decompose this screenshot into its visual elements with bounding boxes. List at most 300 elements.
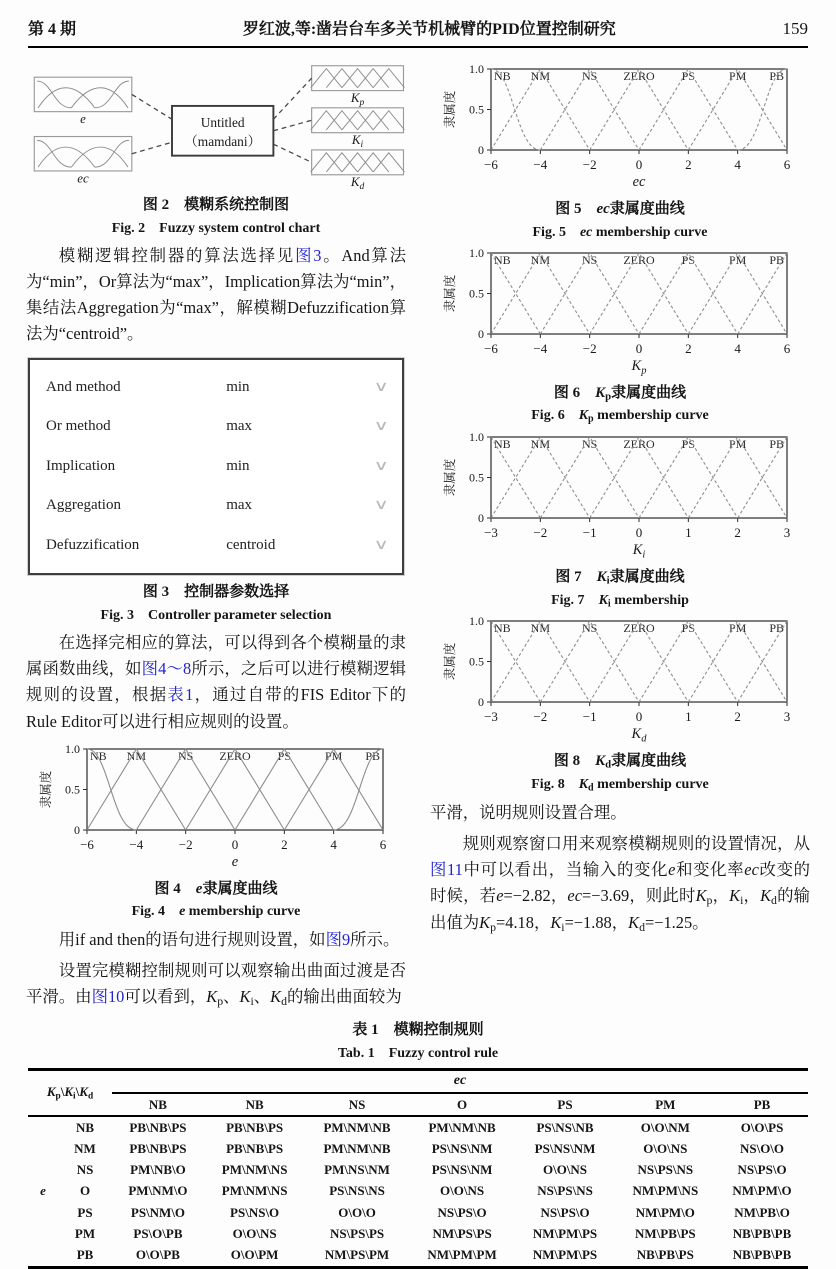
x-tick-label: 4 — [330, 836, 337, 852]
mf-label-nb: NB — [90, 748, 107, 763]
mini-triangle — [342, 111, 373, 130]
mini-triangle — [311, 111, 342, 130]
rule-cell: NM\PM\NS — [632, 1183, 699, 1199]
ec-column-header: PM — [615, 1093, 716, 1116]
x-tick-label: −3 — [484, 525, 498, 541]
figure-link[interactable]: 图11 — [430, 860, 463, 880]
table-row — [28, 1202, 808, 1223]
text-segment: K — [239, 987, 251, 1007]
page-header — [28, 0, 808, 48]
y-tick-label: 1.0 — [469, 614, 484, 629]
rule-cell: PB\NB\PS — [129, 1141, 187, 1157]
text-segment: 模糊逻辑控制器的算法选择见 — [58, 245, 296, 265]
fig5-svg — [441, 60, 799, 196]
text-segment: 和变化率 — [675, 860, 745, 880]
mini-triangle — [373, 111, 404, 130]
rule-cell: NM\PS\PM — [324, 1246, 390, 1262]
x-tick-label: 2 — [734, 525, 741, 541]
rule-cell: NS\PS\NS — [537, 1183, 593, 1199]
text-segment: K — [64, 1084, 74, 1100]
text-segment: p — [605, 390, 612, 403]
mf-label-pm: PM — [728, 252, 747, 267]
mf-label-pm: PM — [324, 748, 343, 763]
table-row — [28, 1223, 808, 1244]
text-segment: K — [578, 777, 589, 793]
x-tick-label: −2 — [178, 836, 193, 852]
text-segment: 的输出值为 — [430, 886, 811, 933]
ec-column-header: PS — [515, 1093, 614, 1116]
x-tick-label: −6 — [484, 157, 498, 172]
rule-cell: PB\NB\PS — [226, 1119, 284, 1135]
text-segment: =−3.69，则此时 — [581, 886, 696, 906]
text-segment: K — [270, 987, 282, 1007]
text-segment: Fig. 3 Controller parameter selection — [100, 607, 332, 623]
y-axis-label: 隶属度 — [39, 770, 53, 809]
text-segment: K — [206, 987, 218, 1007]
text-segment: Fig. 4 — [131, 904, 180, 920]
input-label: e — [80, 111, 86, 127]
fig8-svg — [441, 612, 799, 748]
text-segment: membership curve — [185, 904, 301, 920]
mini-triangle — [326, 69, 357, 88]
mf-label-pb: PB — [769, 437, 784, 452]
mf-label-ps: PS — [681, 69, 696, 83]
mini-triangle — [373, 69, 404, 88]
table1-title-en: Tab. 1 Fuzzy control rule — [337, 1045, 499, 1061]
text-segment: ec — [567, 886, 582, 906]
text-segment: ， — [743, 886, 761, 906]
text-segment: =4.18， — [496, 913, 551, 933]
x-axis-label: $K_i$ — [632, 542, 646, 561]
text-segment: i — [73, 1091, 76, 1102]
rule-cell: PS\NS\NB — [536, 1119, 594, 1135]
text-segment: i — [250, 994, 254, 1008]
text-segment: 平滑，说明规则设置合理。 — [430, 802, 627, 822]
connector-line — [273, 120, 311, 131]
parameter-value[interactable]: max — [226, 497, 253, 514]
mf-label-ns: NS — [581, 437, 598, 452]
parameter-row — [46, 368, 389, 408]
mini-bell-curve — [38, 147, 95, 167]
parameter-value[interactable]: centroid — [226, 536, 276, 553]
text-segment: 隶属度曲线 — [611, 384, 687, 401]
mf-label-nm: NM — [530, 437, 551, 452]
fig8-caption-zh — [430, 752, 810, 772]
text-segment: e — [668, 860, 676, 880]
mf-label-pb: PB — [769, 69, 784, 83]
fig8-caption-en — [430, 776, 810, 795]
text-segment: K — [628, 913, 640, 933]
fig5-caption-en — [430, 224, 810, 242]
parameter-label: Implication — [46, 457, 116, 474]
fig8-kd-membership-chart — [430, 612, 810, 748]
fig7-caption-zh — [430, 568, 810, 588]
mf-label-nm: NM — [530, 621, 551, 636]
text-segment: K — [729, 886, 741, 906]
rule-cell: NM\PB\PS — [634, 1225, 696, 1241]
mf-label-nb: NB — [494, 69, 511, 83]
mf-label-zero: ZERO — [623, 437, 655, 452]
text-segment: 中可以看出，当输入的变化 — [462, 860, 669, 880]
y-tick-label: 0.5 — [469, 655, 484, 670]
mf-label-nb: NB — [494, 252, 511, 267]
mf-label-zero: ZERO — [623, 252, 655, 267]
fig7-ki-membership-chart — [430, 428, 810, 564]
y-tick-label: 0.5 — [469, 102, 484, 117]
text-segment: ec — [579, 224, 593, 240]
fig6-caption-zh — [430, 384, 810, 404]
e-row-label: NM — [74, 1141, 96, 1157]
mini-triangle — [373, 153, 404, 172]
mamdani-title: Untitled — [200, 114, 245, 130]
mini-triangle — [326, 111, 357, 130]
paragraph-membership-setup — [26, 630, 406, 735]
text-segment: 的输出曲面较为 — [286, 987, 402, 1007]
text-segment: 、 — [253, 987, 271, 1007]
figure-link[interactable]: 图9 — [325, 929, 351, 949]
mf-label-pm: PM — [728, 621, 747, 636]
text-segment: 在选择完相应的算法，可以得到各个模糊量的隶属函数曲线，如 — [26, 632, 406, 679]
page-number: 159 — [782, 19, 808, 38]
mini-edge-curve — [95, 81, 129, 108]
parameter-value[interactable]: max — [226, 418, 253, 435]
fig7-caption-en — [430, 592, 810, 611]
y-tick-label: 1.0 — [469, 430, 484, 445]
rule-cell: NS\PS\O — [437, 1204, 487, 1220]
connector-line — [273, 78, 311, 119]
parameter-row — [46, 526, 389, 566]
x-tick-label: −6 — [80, 836, 94, 852]
text-segment: d — [87, 1091, 94, 1102]
e-row-label: NB — [75, 1119, 95, 1135]
y-tick-label: 0.5 — [469, 470, 484, 485]
rule-cell: O\O\PB — [135, 1246, 180, 1262]
fig3-caption-zh — [26, 583, 406, 603]
fig2-svg — [26, 60, 406, 192]
output-label: $K_d$ — [350, 174, 365, 192]
x-tick-label: 2 — [734, 709, 741, 725]
text-segment: 。And算法为“min”，Or算法为“max”，Implication算法为“min”，集结法Aggregation为“max”，解模糊Defuzzification算法为“centroid”。 — [26, 245, 406, 344]
parameter-label: And method — [46, 378, 121, 395]
figure-link[interactable]: 图10 — [91, 987, 125, 1007]
x-tick-label: −4 — [129, 836, 144, 852]
chevron-down-icon[interactable]: ∨ — [373, 458, 389, 474]
mf-label-pm: PM — [728, 69, 747, 83]
text-segment: 图 3 控制器参数选择 — [142, 584, 290, 601]
y-tick-label: 0 — [74, 823, 80, 838]
mini-edge-curve — [95, 140, 129, 167]
y-tick-label: 1.0 — [65, 742, 80, 757]
mf-label-ns: NS — [177, 748, 194, 763]
rule-cell: PB\NB\PS — [129, 1119, 187, 1135]
parameter-row — [46, 407, 389, 447]
mf-label-zero: ZERO — [219, 748, 251, 763]
text-segment: 用if and then的语句进行规则设置，如 — [58, 929, 326, 949]
figure-link[interactable]: 图4～8 — [141, 659, 192, 679]
text-segment: ，通过自带的FIS Editor下的Rule Editor可以进行相应规则的设置。 — [26, 685, 406, 731]
y-tick-label: 0 — [478, 326, 484, 341]
rule-cell: PM\NM\NB — [428, 1119, 496, 1135]
rule-cell: NB\PB\PS — [636, 1246, 694, 1262]
text-segment: p — [55, 1091, 61, 1102]
text-segment: K — [596, 569, 607, 586]
table-row — [28, 1181, 808, 1202]
mf-label-nb: NB — [494, 621, 511, 636]
rule-cell: PM\NM\NS — [221, 1162, 288, 1178]
x-axis-label: ec — [632, 174, 646, 190]
x-tick-label: −4 — [533, 157, 548, 172]
text-segment: 设置完模糊控制规则可以观察输出曲面过渡是否平滑。由 — [26, 960, 406, 1007]
e-row-label: O — [79, 1183, 91, 1199]
table-row — [28, 1116, 808, 1138]
mf-label-ps: PS — [681, 621, 696, 636]
text-segment: 图 6 — [553, 384, 596, 401]
text-segment: K — [595, 753, 606, 770]
rule-cell: O\O\PM — [230, 1246, 279, 1262]
text-segment: \ — [75, 1084, 80, 1100]
rule-cell: O\O\NS — [232, 1225, 277, 1241]
mini-edge-curve — [37, 140, 71, 167]
parameter-value[interactable]: min — [226, 457, 250, 474]
paragraph-if-and-then — [26, 927, 406, 953]
text-segment: 、 — [223, 987, 240, 1007]
text-segment: i — [740, 893, 744, 908]
mini-triangle — [358, 153, 389, 172]
x-tick-label: −3 — [484, 709, 498, 725]
x-tick-label: 0 — [635, 157, 643, 172]
x-tick-label: 0 — [231, 836, 239, 852]
rule-cell: NS\O\O — [739, 1141, 785, 1157]
x-axis-label: e — [231, 853, 239, 870]
x-tick-label: 0 — [635, 709, 643, 725]
y-axis-label: 隶属度 — [443, 643, 457, 681]
table1-title-zh: 表 1 模糊控制规则 — [352, 1021, 484, 1038]
rule-cell: O\O\NS — [542, 1162, 588, 1178]
x-tick-label: 4 — [734, 340, 741, 356]
right-column — [430, 58, 810, 1016]
mf-label-nb: NB — [494, 437, 511, 452]
rule-cell: PS\NS\NM — [534, 1141, 596, 1157]
paragraph-smooth-continuation — [430, 800, 810, 826]
figure-link[interactable]: 图3 — [295, 245, 322, 265]
x-tick-label: 6 — [379, 836, 387, 852]
text-segment: 图 5 — [555, 201, 597, 217]
text-segment: i — [561, 920, 565, 935]
text-segment: p — [706, 893, 713, 908]
parameter-row — [46, 486, 389, 526]
mf-label-ps: PS — [681, 437, 696, 452]
table-row — [28, 1138, 808, 1159]
text-segment: i — [607, 598, 611, 610]
rule-cell: PM\NB\O — [130, 1162, 186, 1178]
fig4-caption-en — [26, 903, 406, 921]
mini-bell-curve — [38, 88, 95, 108]
chevron-down-icon[interactable]: ∨ — [373, 419, 389, 435]
text-segment: Fig. 7 — [551, 592, 599, 608]
mf-label-zero: ZERO — [623, 69, 655, 83]
connector-line — [132, 142, 172, 153]
mf-label-nm: NM — [530, 252, 551, 267]
text-segment: ， — [712, 886, 730, 906]
text-segment: membership curve — [593, 408, 709, 424]
mf-label-pb: PB — [365, 748, 380, 763]
mf-label-ns: NS — [581, 252, 598, 267]
text-segment: 所示。 — [350, 929, 400, 949]
y-tick-label: 0 — [478, 695, 484, 710]
text-segment: 隶属度曲线 — [609, 201, 685, 217]
text-segment: 所示，之后可以进行模糊逻辑规则的设置，根据 — [26, 659, 407, 705]
left-column — [26, 58, 406, 1016]
rule-cell: PM\NM\NB — [323, 1119, 391, 1135]
rule-cell: O\O\NM — [640, 1119, 690, 1135]
text-segment: membership curve — [593, 777, 709, 793]
text-segment: \ — [60, 1084, 65, 1100]
y-axis-label: 隶属度 — [443, 458, 457, 497]
rule-cell: NM\PM\PM — [427, 1246, 497, 1262]
x-axis-label: $K_p$ — [631, 357, 647, 377]
parameter-label: Aggregation — [46, 497, 121, 514]
text-segment: K — [695, 886, 707, 906]
fig2-caption-zh — [26, 196, 406, 216]
text-segment: 图 4 — [154, 880, 196, 897]
e-row-label: PM — [74, 1225, 96, 1241]
rule-cell: NS\PS\O — [737, 1162, 787, 1178]
x-tick-label: 2 — [685, 340, 692, 356]
chevron-down-icon[interactable]: ∨ — [373, 537, 389, 553]
rule-cell: NB\PB\PB — [732, 1246, 792, 1262]
fig3-caption-en — [26, 607, 406, 625]
mf-label-pb: PB — [769, 621, 784, 636]
mf-label-nm: NM — [530, 69, 551, 83]
fig4-svg — [37, 740, 395, 876]
y-axis-label: 隶属度 — [443, 90, 457, 129]
text-segment: 规则观察窗口用来观察模糊规则的设置情况，从 — [462, 833, 810, 853]
rule-cell: PS\NS\NM — [431, 1162, 493, 1178]
x-tick-label: −2 — [582, 157, 597, 172]
parameter-label: Or method — [46, 418, 111, 435]
text-segment: d — [588, 782, 594, 794]
paragraph-algorithms — [26, 243, 406, 348]
text-segment: 改变的时候，若 — [430, 860, 811, 906]
mf-label-ps: PS — [681, 252, 696, 267]
fuzzy-rule-table — [28, 1068, 808, 1269]
mini-triangle — [358, 111, 389, 130]
table-row — [28, 1244, 808, 1267]
two-column-body — [0, 48, 836, 1016]
mini-bell-curve — [71, 147, 128, 167]
x-tick-label: −2 — [582, 340, 597, 356]
text-segment: Fig. 5 — [532, 224, 580, 240]
x-tick-label: 0 — [635, 340, 643, 356]
y-tick-label: 1.0 — [469, 62, 484, 77]
y-tick-label: 0.5 — [469, 286, 484, 301]
mini-triangle — [311, 153, 342, 172]
y-axis-label: 隶属度 — [443, 274, 457, 312]
text-segment: membership curve — [592, 224, 708, 240]
table-corner-header — [28, 1069, 112, 1116]
text-segment: d — [639, 920, 645, 935]
mf-label-nm: NM — [126, 748, 147, 763]
rule-cell: PM\NM\NB — [323, 1141, 391, 1157]
text-segment: 图 7 — [555, 569, 597, 586]
fig4-e-membership-chart — [26, 740, 406, 876]
text-segment: =−1.25。 — [644, 913, 709, 933]
mamdani-subtitle: （mamdani） — [184, 134, 261, 150]
x-tick-label: −1 — [582, 709, 597, 725]
text-segment: membership — [610, 592, 689, 608]
rule-cell: NM\PB\O — [734, 1204, 790, 1220]
ec-column-header: NS — [305, 1093, 408, 1116]
text-segment: K — [79, 1084, 88, 1100]
y-tick-label: 0.5 — [65, 782, 80, 797]
rule-cell: PM\NS\NM — [324, 1162, 390, 1178]
rule-cell: NM\PM\O — [732, 1183, 792, 1199]
parameter-label: Defuzzification — [46, 536, 140, 553]
parameter-value[interactable]: min — [226, 378, 250, 395]
text-segment: K — [595, 384, 606, 401]
figure-link[interactable]: 表1 — [167, 685, 194, 705]
text-segment: K — [479, 913, 491, 933]
e-row-label: PB — [76, 1246, 94, 1262]
input-label: ec — [77, 170, 89, 186]
rule-cell: PS\NS\NM — [431, 1141, 493, 1157]
text-segment: e — [195, 880, 203, 897]
text-segment: p — [217, 994, 224, 1008]
mini-triangle — [342, 153, 373, 172]
text-segment: K — [46, 1084, 56, 1100]
text-segment: Fig. 2 Fuzzy system control chart — [111, 220, 321, 236]
x-tick-label: 3 — [783, 709, 791, 725]
rule-cell: PM\NM\O — [128, 1183, 188, 1199]
text-segment: e — [179, 904, 186, 920]
text-segment: 图 2 模糊系统控制图 — [142, 197, 290, 213]
fig2-fuzzy-system-diagram — [26, 60, 406, 192]
running-title: 罗红波,等:凿岩台车多关节机械臂的PID位置控制研究 — [242, 21, 616, 38]
rule-cell: NM\PM\PS — [532, 1225, 598, 1241]
fig5-ec-membership-chart — [430, 60, 810, 196]
text-segment: d — [281, 994, 287, 1008]
x-tick-label: −6 — [484, 340, 498, 356]
text-segment: =−2.82， — [503, 886, 568, 906]
ec-column-header: O — [409, 1093, 516, 1116]
rule-cell: PS\O\PB — [133, 1225, 183, 1241]
x-tick-label: 4 — [734, 157, 741, 172]
chevron-down-icon[interactable]: ∨ — [373, 379, 389, 395]
x-tick-label: 1 — [685, 709, 692, 725]
ec-column-header: NB — [204, 1093, 305, 1116]
text-segment: ec — [596, 201, 610, 217]
chevron-down-icon[interactable]: ∨ — [373, 498, 389, 514]
parameter-row — [46, 447, 389, 487]
rule-cell: O\O\PS — [740, 1119, 784, 1135]
fig6-svg — [441, 244, 799, 380]
fig6-kp-membership-chart — [430, 244, 810, 380]
x-tick-label: 1 — [685, 525, 692, 541]
fig3-parameter-panel — [28, 358, 404, 576]
output-label: $K_i$ — [351, 132, 364, 151]
text-segment: =−1.88， — [564, 913, 629, 933]
e-row-label: NS — [76, 1162, 94, 1178]
text-segment: Fig. 6 — [531, 408, 579, 424]
text-segment: i — [606, 574, 610, 587]
x-axis-label: $K_d$ — [631, 726, 647, 745]
rule-cell: NS\PS\NS — [637, 1162, 694, 1178]
rule-cell: PS\NS\NS — [329, 1183, 385, 1199]
x-tick-label: −4 — [533, 340, 548, 356]
mf-label-ns: NS — [581, 621, 598, 636]
text-segment: K — [578, 408, 589, 424]
text-segment: e — [496, 886, 504, 906]
